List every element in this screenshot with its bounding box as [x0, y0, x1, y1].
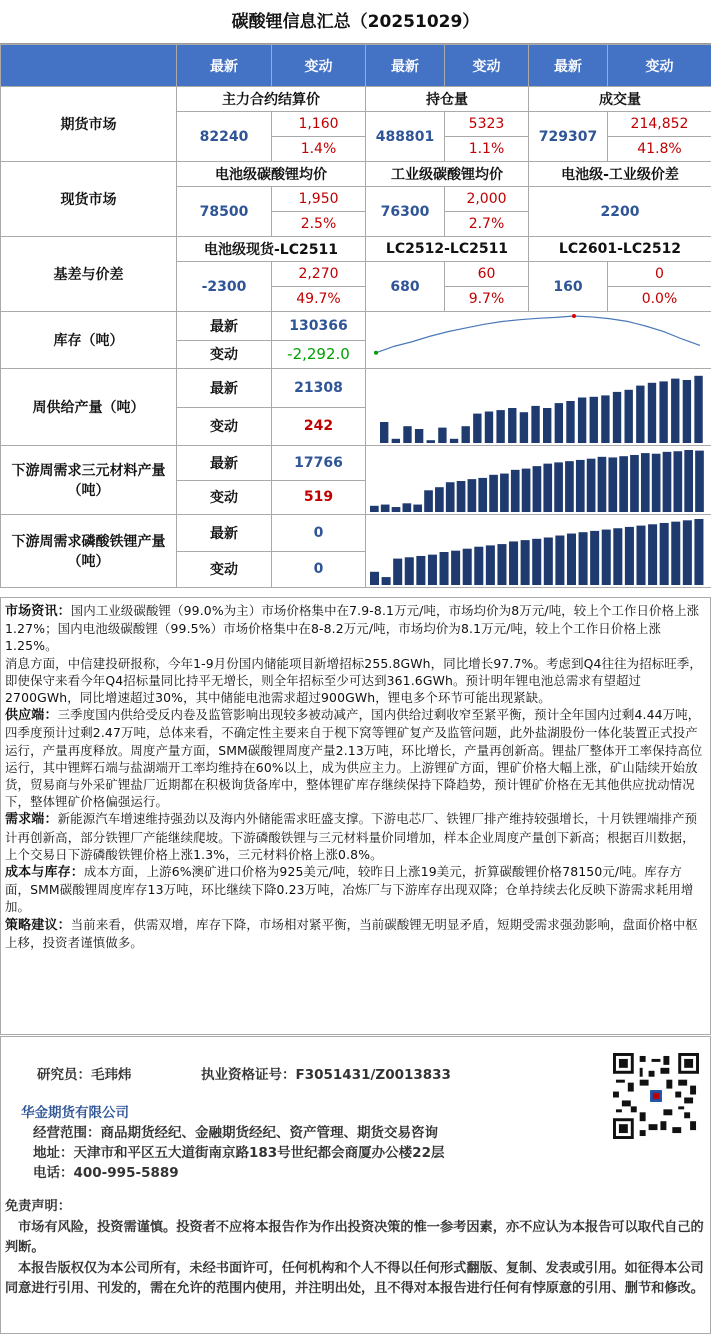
下游周需求三元材料产量-bar-27	[663, 452, 672, 512]
下游周需求磷酸铁锂产量-bar-26	[671, 522, 680, 585]
下游周需求三元材料产量-bar-28	[673, 451, 682, 512]
inventory-change-value: -2,292.0	[272, 340, 366, 369]
下游周需求三元材料产量-bar-16	[543, 464, 552, 512]
下游周需求三元材料产量-bar-17	[554, 462, 563, 512]
下游周需求磷酸铁锂产量-bar-4	[416, 556, 425, 585]
周供给产量-bar-10	[496, 410, 504, 443]
周供给产量-bar-12	[520, 412, 528, 443]
下游周需求三元材料产量-bar-26	[652, 454, 661, 512]
周供给产量-bar-1	[392, 439, 400, 443]
spot-battery-pct: 2.5%	[272, 212, 366, 237]
supply-bar-chart	[366, 369, 710, 445]
futures-label: 期货市场	[1, 87, 177, 162]
market-paragraph	[5, 602, 706, 655]
cost-title: 成本与库存：	[5, 865, 84, 881]
header-latest: 最新	[177, 45, 272, 87]
spot-label: 现货市场	[1, 162, 177, 237]
header-blank	[1, 45, 177, 87]
下游周需求磷酸铁锂产量-bar-5	[428, 555, 437, 585]
周供给产量-bar-16	[566, 401, 574, 443]
summary-table	[0, 44, 711, 588]
basis-pct-0: 49.7%	[272, 287, 366, 312]
basis-sub-1: LC2512-LC2511	[366, 237, 529, 262]
inventory-series-line	[376, 316, 700, 353]
下游周需求三元材料产量-bar-23	[619, 456, 628, 512]
下游周需求三元材料产量-bar-11	[489, 475, 498, 512]
basis-pct-1: 9.7%	[445, 287, 529, 312]
researcher: 研究员：毛玮炜	[37, 1067, 132, 1083]
inventory-chart	[366, 312, 711, 369]
inventory-change-label: 变动	[177, 340, 272, 369]
下游周需求三元材料产量-bar-21	[598, 457, 607, 512]
futures-settle-change: 1,160	[272, 112, 366, 137]
footer	[0, 1036, 711, 1334]
ternary-label-text: 下游周需求三元材料产量（吨）	[11, 463, 166, 499]
basis-change-0: 2,270	[272, 262, 366, 287]
spot-battery-value: 78500	[177, 187, 272, 237]
basis-change-2: 0	[608, 262, 711, 287]
下游周需求三元材料产量-bar-2	[392, 507, 401, 512]
下游周需求磷酸铁锂产量-bar-27	[683, 520, 692, 585]
下游周需求磷酸铁锂产量-bar-18	[579, 532, 588, 585]
下游周需求磷酸铁锂产量-bar-22	[625, 527, 634, 585]
futures-volume-value: 729307	[529, 112, 608, 162]
inventory-latest-value: 130366	[272, 312, 366, 341]
下游周需求磷酸铁锂产量-bar-2	[393, 559, 402, 585]
license-number: 执业资格证号：F3051431/Z0013833	[201, 1067, 451, 1083]
inventory-line-chart	[366, 312, 710, 368]
demand-text: 新能源汽车增速维持强劲以及海内外储能需求旺盛支撑。下游电芯厂、铁锂厂排产维持较强增长，十月铁锂端排产预计再创新高，部分铁锂厂产能继续爬坡。下游磷酸铁锂与三元材料量价同增加，样本企业周度产量创下新高；根据百川数据，上个交易日下游磷酸铁锂价格上涨1.3%，三元材料价格上涨0.8%。	[5, 811, 698, 862]
basis-change-1: 60	[445, 262, 529, 287]
basis-label: 基差与价差	[1, 237, 177, 312]
下游周需求磷酸铁锂产量-bar-21	[613, 528, 622, 585]
futures-volume-pct: 41.8%	[608, 137, 711, 162]
下游周需求三元材料产量-bar-10	[478, 478, 487, 512]
周供给产量-bar-11	[508, 408, 516, 443]
下游周需求三元材料产量-bar-20	[587, 459, 596, 512]
周供给产量-bar-7	[462, 426, 470, 443]
下游周需求磷酸铁锂产量-bar-12	[509, 541, 518, 585]
lfp-bar-chart	[366, 515, 710, 587]
下游周需求三元材料产量-bar-0	[370, 506, 379, 512]
周供给产量-bar-8	[473, 414, 481, 443]
下游周需求磷酸铁锂产量-bar-16	[555, 536, 564, 586]
disclaimer-copyright: 本报告版权仅为本公司所有，未经书面许可，任何机构和个人不得以任何形式翻版、复制、发表或引用。如征得本公司同意进行引用、刊发的，需在允许的范围内使用，并注明出处，且不得对本报告进行任何有悖原意的引用、删节和修改。	[5, 1260, 704, 1296]
周供给产量-bar-25	[671, 379, 679, 443]
disclaimer-risk: 市场有风险，投资需谨慎。投资者不应将本报告作为作出投资决策的惟一参考因素，亦不应认为本报告可以取代自己的判断。	[5, 1219, 704, 1255]
cost-text: 成本方面，上游6%澳矿进口价格为925美元/吨，较昨日上涨19美元，折算碳酸锂价格78150元/吨。库存方面，SMM碳酸锂周度库存13万吨，环比继续下降0.23万吨，冶炼厂与下游库存出现双降；仓单持续去化反映下游需求耗用增加。	[5, 864, 694, 915]
basis-sub-2: LC2601-LC2512	[529, 237, 711, 262]
周供给产量-bar-5	[438, 428, 446, 443]
ternary-label	[1, 446, 177, 515]
header-change: 变动	[272, 45, 366, 87]
supply-paragraph	[5, 706, 706, 810]
下游周需求三元材料产量-bar-29	[684, 450, 693, 512]
futures-sub-settle: 主力合约结算价	[177, 87, 366, 112]
address: 地址：天津市和平区五大道街南京路183号世纪都会商厦办公楼22层	[33, 1145, 445, 1161]
supply-latest-value: 21308	[272, 369, 366, 408]
下游周需求磷酸铁锂产量-bar-7	[451, 551, 460, 585]
周供给产量-bar-9	[485, 412, 493, 444]
supply-change-label: 变动	[177, 407, 272, 446]
futures-oi-change: 5323	[445, 112, 529, 137]
ternary-bar-chart	[366, 446, 710, 514]
spot-industrial-change: 2,000	[445, 187, 529, 212]
supply-chart	[366, 369, 711, 446]
lfp-latest-value: 0	[272, 515, 366, 552]
下游周需求三元材料产量-bar-4	[413, 505, 422, 512]
下游周需求磷酸铁锂产量-bar-25	[660, 523, 669, 585]
spot-spread-value: 2200	[529, 187, 711, 237]
下游周需求磷酸铁锂产量-bar-14	[532, 539, 541, 585]
strategy-text: 当前来看，供需双增，库存下降，市场相对紧平衡，当前碳酸锂无明显矛盾，短期受需求强劲影响，盘面价格中枢上移，投资者谨慎做多。	[5, 916, 698, 950]
lfp-label-text: 下游周需求磷酸铁锂产量（吨）	[11, 534, 166, 570]
market-title: 市场资讯：	[5, 604, 71, 619]
supply-change-value: 242	[272, 407, 366, 446]
page-title: 碳酸锂信息汇总（20251029）	[0, 0, 711, 44]
ternary-chart	[366, 446, 711, 515]
周供给产量-bar-23	[648, 383, 656, 443]
周供给产量-bar-4	[427, 440, 435, 443]
下游周需求三元材料产量-bar-8	[457, 481, 466, 512]
supply-latest-label: 最新	[177, 369, 272, 408]
周供给产量-bar-19	[601, 395, 609, 443]
lfp-change-label: 变动	[177, 551, 272, 588]
ternary-latest-value: 17766	[272, 446, 366, 481]
qr-code-icon	[613, 1053, 699, 1139]
spot-industrial-pct: 2.7%	[445, 212, 529, 237]
header-latest: 最新	[529, 45, 608, 87]
basis-value-1: 680	[366, 262, 445, 312]
phone: 电话：400-995-5889	[33, 1165, 179, 1181]
inventory-label: 库存（吨）	[1, 312, 177, 369]
下游周需求三元材料产量-bar-18	[565, 461, 574, 512]
周供给产量-bar-14	[543, 408, 551, 443]
周供给产量-bar-20	[613, 392, 621, 443]
周供给产量-bar-21	[625, 390, 633, 443]
周供给产量-bar-18	[590, 397, 598, 443]
周供给产量-bar-24	[659, 381, 667, 443]
下游周需求三元材料产量-bar-3	[403, 503, 412, 512]
下游周需求三元材料产量-bar-9	[468, 479, 477, 512]
下游周需求三元材料产量-bar-24	[630, 455, 639, 512]
周供给产量-bar-0	[380, 422, 388, 443]
commentary	[0, 597, 711, 1035]
周供给产量-bar-26	[683, 380, 691, 443]
下游周需求磷酸铁锂产量-bar-11	[497, 544, 506, 585]
company-name: 华金期货有限公司	[21, 1105, 129, 1121]
周供给产量-bar-17	[578, 398, 586, 444]
supply-title: 供应端：	[5, 708, 58, 724]
下游周需求三元材料产量-bar-12	[500, 474, 509, 512]
下游周需求磷酸铁锂产量-bar-24	[648, 524, 657, 585]
header-row	[1, 45, 711, 87]
下游周需求三元材料产量-bar-15	[533, 466, 542, 512]
inventory-min-marker	[374, 351, 378, 355]
spot-sub-industrial: 工业级碳酸锂均价	[366, 162, 529, 187]
futures-oi-pct: 1.1%	[445, 137, 529, 162]
demand-paragraph	[5, 810, 706, 863]
inventory-latest-label: 最新	[177, 312, 272, 341]
header-change: 变动	[608, 45, 711, 87]
周供给产量-bar-6	[450, 439, 458, 443]
周供给产量-bar-2	[403, 426, 411, 443]
business-scope: 经营范围：商品期货经纪、金融期货经纪、资产管理、期货交易咨询	[33, 1125, 438, 1141]
basis-pct-2: 0.0%	[608, 287, 711, 312]
下游周需求三元材料产量-bar-30	[695, 451, 704, 512]
strategy-paragraph	[5, 916, 706, 951]
lfp-label	[1, 515, 177, 588]
ternary-change-value: 519	[272, 480, 366, 515]
下游周需求三元材料产量-bar-14	[522, 469, 531, 512]
下游周需求三元材料产量-bar-5	[424, 490, 433, 512]
demand-title: 需求端：	[5, 812, 58, 828]
下游周需求磷酸铁锂产量-bar-9	[474, 547, 483, 585]
下游周需求磷酸铁锂产量-bar-19	[590, 531, 599, 585]
market-text: 国内工业级碳酸锂（99.0%为主）市场价格集中在7.9-8.1万元/吨，市场均价为8万元/吨，较上个工作日价格上涨1.27%；国内电池级碳酸锂（99.5%）市场价格集中在8-8.2万元/吨，市场均价为8.1万元/吨，较上个工作日价格上涨1.25%。	[5, 603, 700, 654]
下游周需求三元材料产量-bar-1	[381, 505, 390, 512]
strategy-title: 策略建议：	[5, 917, 71, 933]
basis-value-2: 160	[529, 262, 608, 312]
周供给产量-bar-22	[636, 386, 644, 443]
inventory-max-marker	[572, 314, 576, 318]
下游周需求磷酸铁锂产量-bar-3	[405, 557, 414, 585]
header-latest: 最新	[366, 45, 445, 87]
futures-sub-oi: 持仓量	[366, 87, 529, 112]
下游周需求磷酸铁锂产量-bar-13	[521, 540, 530, 585]
ternary-change-label: 变动	[177, 480, 272, 515]
spot-battery-change: 1,950	[272, 187, 366, 212]
下游周需求磷酸铁锂产量-bar-17	[567, 534, 576, 585]
basis-sub-0: 电池级现货-LC2511	[177, 237, 366, 262]
下游周需求三元材料产量-bar-6	[435, 487, 444, 512]
lfp-change-value: 0	[272, 551, 366, 588]
spot-sub-spread: 电池级-工业级价差	[529, 162, 711, 187]
futures-settle-value: 82240	[177, 112, 272, 162]
basis-value-0: -2300	[177, 262, 272, 312]
下游周需求磷酸铁锂产量-bar-8	[463, 549, 472, 585]
spot-sub-battery: 电池级碳酸锂均价	[177, 162, 366, 187]
ternary-latest-label: 最新	[177, 446, 272, 481]
futures-oi-value: 488801	[366, 112, 445, 162]
下游周需求磷酸铁锂产量-bar-23	[636, 526, 645, 585]
cost-paragraph	[5, 863, 706, 916]
下游周需求磷酸铁锂产量-bar-1	[382, 577, 391, 585]
下游周需求磷酸铁锂产量-bar-20	[602, 530, 611, 585]
下游周需求磷酸铁锂产量-bar-28	[694, 519, 703, 585]
周供给产量-bar-27	[694, 376, 702, 443]
下游周需求三元材料产量-bar-19	[576, 460, 585, 512]
disclaimer-title: 免责声明：	[5, 1199, 71, 1214]
下游周需求磷酸铁锂产量-bar-15	[544, 537, 553, 585]
header-change: 变动	[445, 45, 529, 87]
futures-settle-pct: 1.4%	[272, 137, 366, 162]
futures-sub-volume: 成交量	[529, 87, 711, 112]
lfp-chart	[366, 515, 711, 588]
下游周需求三元材料产量-bar-22	[608, 457, 617, 512]
下游周需求磷酸铁锂产量-bar-10	[486, 545, 495, 585]
周供给产量-bar-13	[531, 406, 539, 443]
spot-industrial-value: 76300	[366, 187, 445, 237]
futures-volume-change: 214,852	[608, 112, 711, 137]
disclaimer	[5, 1197, 705, 1300]
周供给产量-bar-3	[415, 429, 423, 443]
supply-label: 周供给产量（吨）	[1, 369, 177, 446]
supply-text: 三季度国内供给受反内卷及监管影响出现较多被动减产，国内供给过剩收窄至紧平衡，预计全年国内过剩4.44万吨，四季度预计过剩2.47万吨，总体来看，不确定性主要来自于枧下窝等锂矿复产及监管问题，此外盐湖股份一体化装置正式投产运行，产量再度释放。周度产量方面，SMM碳酸锂周度产量2.13万吨，环比增长，产量再创新高。锂盐厂整体开工率保持高位运行，其中锂辉石端与盐湖端开工率均维持在60%以上，成为供应主力。上游锂矿方面，锂矿价格大幅上涨，矿山陆续开始放货，贸易商与外采矿锂盐厂近期都在积极询货备库中，整体锂矿库存继续保持下降趋势，预计锂矿价格在无其他供应扰动情况下，整体锂矿价格偏强运行。	[5, 707, 703, 810]
news-paragraph: 消息方面，中信建投研报称，今年1-9月份国内储能项目新增招标255.8GWh，同比增长97.7%。考虑到Q4往往为招标旺季，即使保守来看今年Q4招标量同比持平无增长，则全年招标至少可达到361.6GWh。预计明年锂电池总需求有望超过2700GWh，同比增速超过30%，其中储能电池需求超过900GWh，锂电多个环节可能出现紧缺。	[5, 655, 702, 706]
下游周需求三元材料产量-bar-13	[511, 470, 520, 512]
下游周需求三元材料产量-bar-7	[446, 482, 455, 512]
下游周需求磷酸铁锂产量-bar-6	[440, 552, 449, 585]
下游周需求磷酸铁锂产量-bar-0	[370, 572, 379, 585]
周供给产量-bar-15	[555, 403, 563, 443]
lfp-latest-label: 最新	[177, 515, 272, 552]
下游周需求三元材料产量-bar-25	[641, 453, 650, 512]
